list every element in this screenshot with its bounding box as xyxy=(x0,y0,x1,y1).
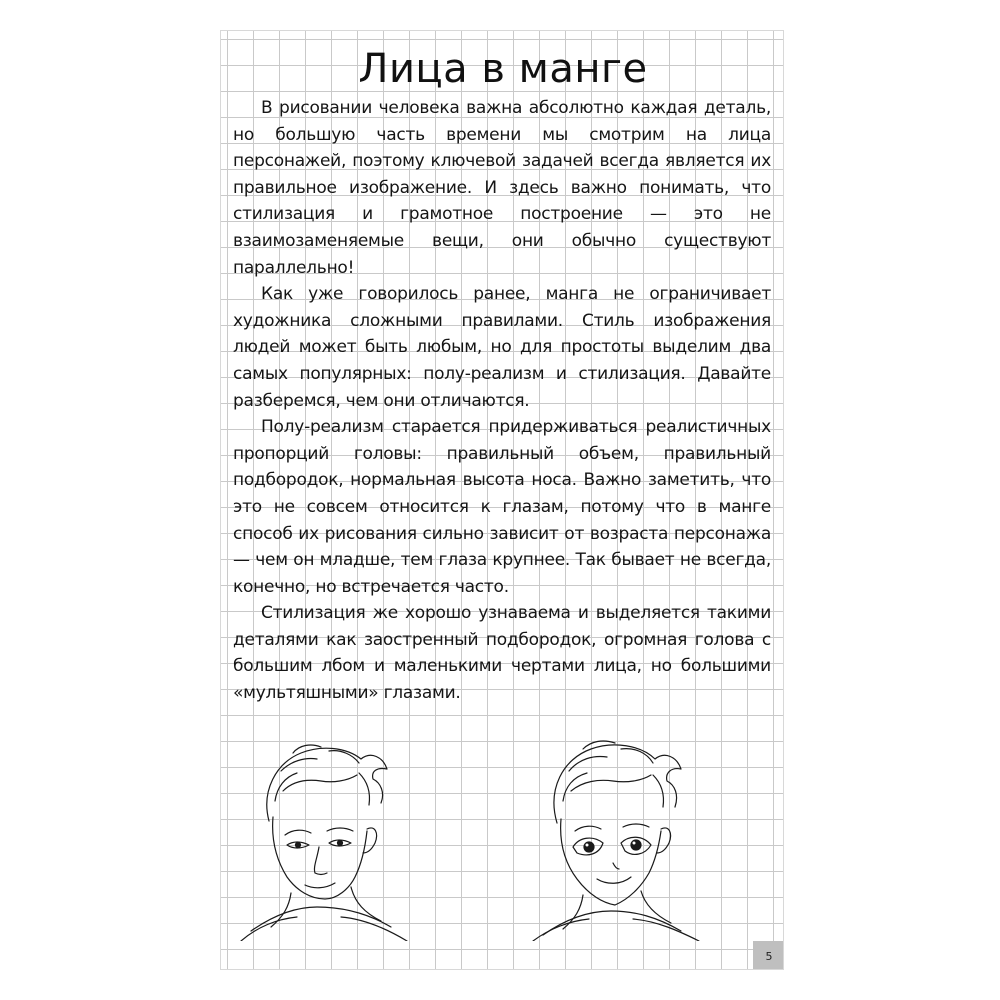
semi-realistic-face-drawing xyxy=(241,745,407,941)
paragraph-3: Полу-реализм старается придерживаться реалистичных пропорций головы: правильный объем, правильный подбородок, нормальная высота носа. Важно заметить, что это не совсем относится к глазам, потому что в манге способ их рисования сильно зависит от возраста персонажа — чем он младше, тем глаза крупнее. Так бывает не всегда, конечно, но встречается часто. xyxy=(233,417,771,597)
page-title: Лица в манге xyxy=(358,46,648,92)
body-text xyxy=(233,95,771,707)
book-page xyxy=(220,30,784,970)
paragraph-4: Стилизация же хорошо узнаваема и выделяется такими деталями как заостренный подбородок, огромная голова с большим лбом и маленькими чертами лица, но большими «мультяшными» глазами. xyxy=(233,603,771,704)
paragraph-1: В рисовании человека важна абсолютно каждая деталь, но большую часть времени мы смотрим на лица персонажей, поэтому ключевой задачей всегда является их правильное изображение. И здесь важно понимать, что стилизация и грамотное построение — это не взаимозаменяемые вещи, они обычно существуют параллельно! xyxy=(233,98,771,278)
stylized-face-drawing xyxy=(533,741,699,941)
page-number: 5 xyxy=(753,941,784,970)
paragraph-2: Как уже говорилось ранее, манга не ограничивает художника сложными правилами. Стиль изображения людей может быть любым, но для простоты выделим два самых популярных: полу-реализм и стилизация. Давайте разберемся, чем они отличаются. xyxy=(233,284,771,411)
face-illustrations xyxy=(221,731,784,941)
